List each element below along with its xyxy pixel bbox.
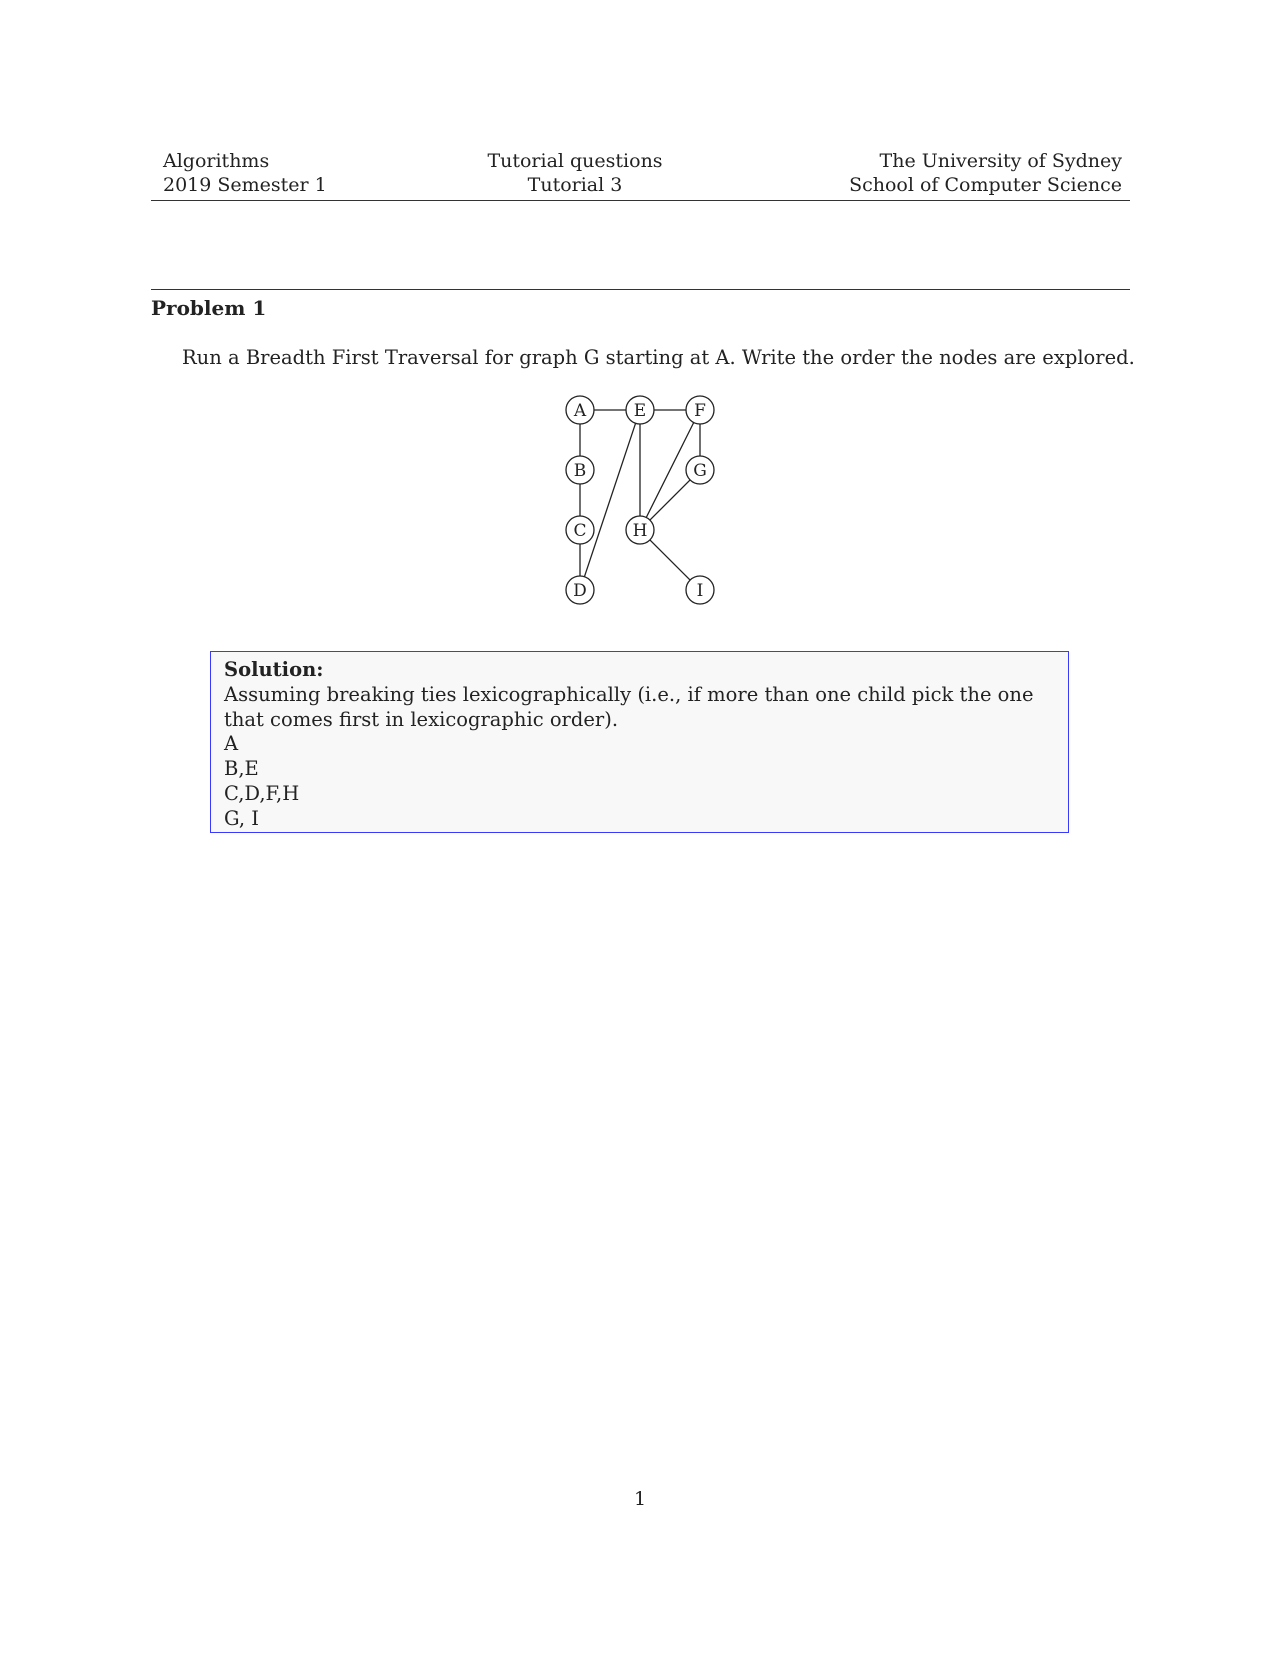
solution-level: G, I <box>224 806 259 830</box>
tutorial-number: Tutorial 3 <box>527 174 623 196</box>
solution-title: Solution: <box>224 658 324 681</box>
graph-node-f <box>686 396 714 424</box>
graph-node-e <box>626 396 654 424</box>
graph-edge-g-h <box>650 480 690 520</box>
graph-node-label: A <box>573 401 587 421</box>
graph-node-label: I <box>696 581 704 601</box>
graph-node-label: F <box>694 401 706 421</box>
graph-node-label: G <box>693 461 707 481</box>
problem-statement: Run a Breadth First Traversal for graph G starting at A. Write the order the nodes are explored. <box>182 346 1135 369</box>
graph-node-label: E <box>633 401 647 421</box>
solution-box <box>210 651 1069 833</box>
graph-node-h <box>626 516 654 544</box>
problem-rule <box>151 289 1130 290</box>
university-name: The University of Sydney <box>879 150 1122 172</box>
graph-figure <box>550 390 730 610</box>
course-name: Algorithms <box>163 150 270 172</box>
solution-level: A <box>224 732 239 756</box>
solution-level: C,D,F,H <box>224 781 300 805</box>
header-rule <box>151 200 1130 201</box>
document-type: Tutorial questions <box>487 150 663 172</box>
graph-node-a <box>566 396 594 424</box>
graph-node-g <box>686 456 714 484</box>
graph-node-i <box>686 576 714 604</box>
graph-edge-e-d <box>584 423 635 576</box>
solution-explanation: Assuming breaking ties lexicographically (i.e., if more than one child pick the one that comes first in lexicographic order). <box>224 682 1034 731</box>
graph-edges <box>580 410 700 580</box>
graph-node-c <box>566 516 594 544</box>
graph-node-label: D <box>573 581 587 601</box>
school-name: School of Computer Science <box>849 174 1122 196</box>
graph-node-label: B <box>573 461 587 481</box>
semester: 2019 Semester 1 <box>163 174 327 196</box>
graph-node-d <box>566 576 594 604</box>
page-number: 1 <box>633 1488 647 1510</box>
graph-edge-h-i <box>650 540 690 580</box>
header-right <box>849 149 1122 197</box>
graph-node-label: H <box>632 521 648 541</box>
graph-node-label: C <box>573 521 587 541</box>
graph-node-b <box>566 456 594 484</box>
problem-title: Problem 1 <box>151 296 267 320</box>
solution-level: B,E <box>224 757 259 781</box>
